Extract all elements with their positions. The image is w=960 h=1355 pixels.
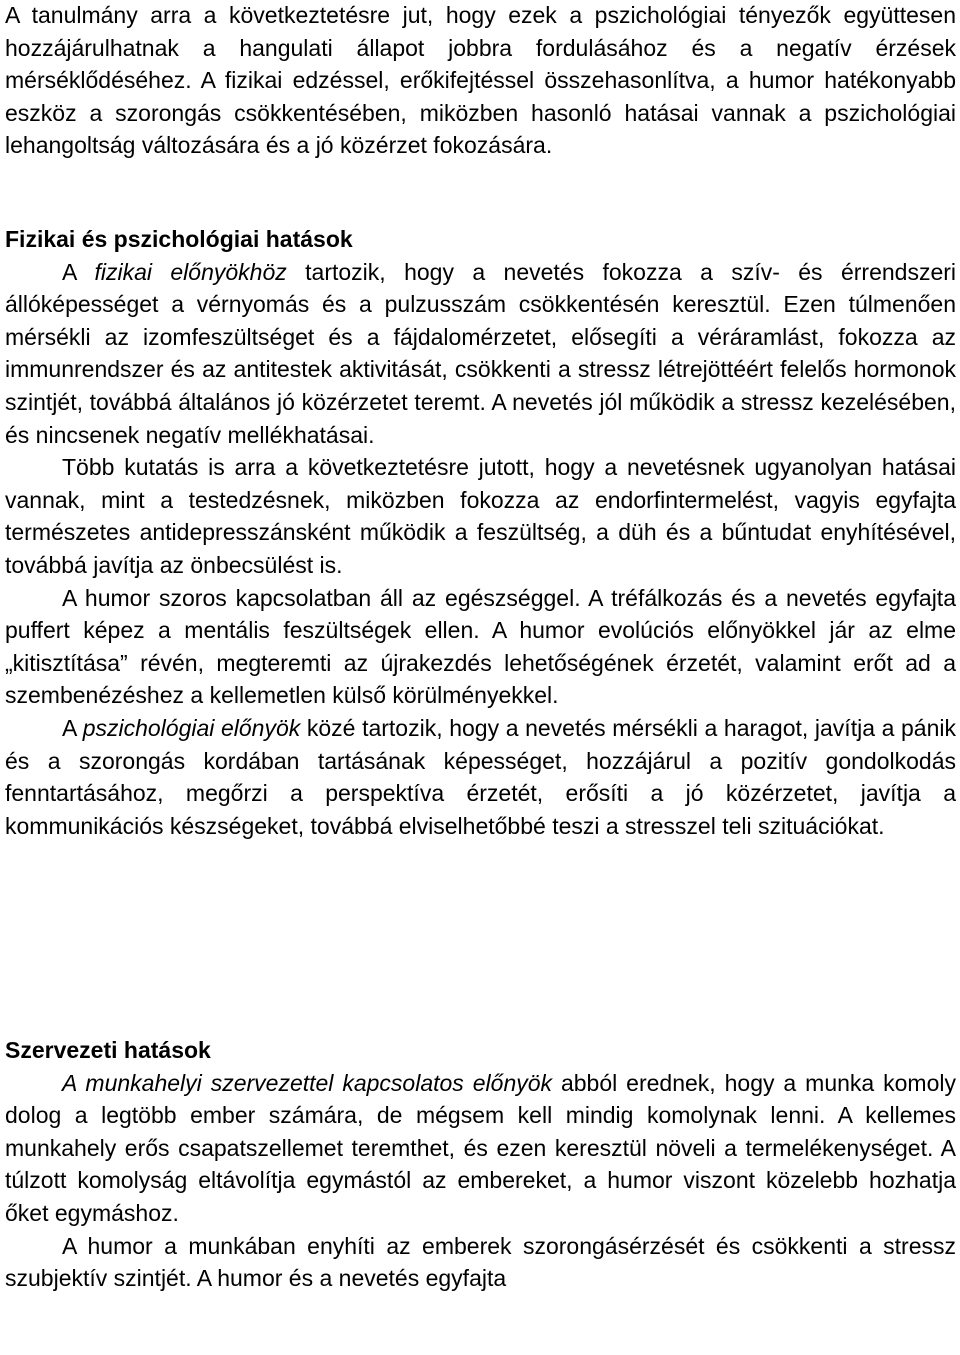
paragraph-physical-benefits xyxy=(5,256,956,452)
intro-paragraph: A tanulmány arra a következtetésre jut, hogy ezek a pszichológiai tényezők együttesen hozzájárulhatnak a hangulati állapot jobbra fordulásához és a negatív érzések mérséklődéséhez. A fizikai edzéssel, erőkifejtéssel összehasonlítva, a humor hatékonyabb eszköz a szorongás csökkentésében, miközben hasonló hatásai vannak a pszichológiai lehangoltság változására és a jó közérzet fokozására. xyxy=(5,2,956,159)
paragraph-prefix: A xyxy=(62,714,83,741)
paragraph-rest: közé tartozik, hogy a nevetés mérsékli a haragot, javítja a pánik és a szorongás kordában tartásának képességet, hozzájárul a pozitív gondolkodás fenntartásához, megőrzi a perspektíva érzetét, erősíti a jó közérzetet, javítja a kommunikációs készségeket, továbbá elviselhetőbbé teszi a stresszel teli szituációkat. xyxy=(5,714,956,839)
section-organizational xyxy=(5,1034,956,1295)
paragraph-humor-at-work: A humor a munkában enyhíti az emberek szorongásérzését és csökkenti a stressz szubjektív szintjét. A humor és a nevetés egyfajta xyxy=(5,1232,956,1292)
section-heading-physical-psychological: Fizikai és pszichológiai hatások xyxy=(5,226,353,252)
emphasis-psychological-benefits: pszichológiai előnyök xyxy=(82,714,301,741)
paragraph-workplace-benefits xyxy=(5,1067,956,1230)
section-physical-psychological xyxy=(5,223,956,842)
paragraph-rest: abból erednek, hogy a munka komoly dolog a legtöbb ember számára, de mégsem kell mindig komolynak lenni. A kellemes munkahely erős csapatszellemet teremthet, és ezen keresztül növeli a termelékenységet. A túlzott komolyság eltávolítja egymástól az embereket, a humor viszont közelebb hozhatja őket egymáshoz. xyxy=(5,1069,956,1226)
paragraph-rest: tartozik, hogy a nevetés fokozza a szív- és érrendszeri állóképességet a vérnyomás és a pulzusszám csökkentésén keresztül. Ezen túlmenően mérsékli az izomfeszültséget és a fájdalomérzetet, elősegíti a véráramlást, fokozza az immunrendszer és az antitestek aktivitását, csökkenti a stressz létrejöttéért felelős hormonok szintjét, továbbá általános jó közérzetet teremt. A nevetés jól működik a stressz kezelésében, és nincsenek negatív mellékhatásai. xyxy=(5,258,956,448)
paragraph-humor-health: A humor szoros kapcsolatban áll az egészséggel. A tréfálkozás és a nevetés egyfajta puffert képez a mentális feszültségek ellen. A humor evolúciós előnyökkel jár az elme „kitisztítása” révén, megteremti az újrakezdés lehetőségének érzetét, valamint erőt ad a szembenézéshez a kellemetlen külső körülményekkel. xyxy=(5,584,956,709)
emphasis-workplace-benefits: A munkahelyi szervezettel kapcsolatos előnyök xyxy=(62,1069,553,1096)
paragraph-psychological-benefits xyxy=(5,712,956,842)
section-heading-organizational: Szervezeti hatások xyxy=(5,1037,211,1063)
emphasis-physical-benefits: fizikai előnyökhöz xyxy=(94,258,287,285)
paragraph-research: Több kutatás is arra a következtetésre jutott, hogy a nevetésnek ugyanolyan hatásai vannak, mint a testedzésnek, miközben fokozza az endorfintermelést, vagyis egyfajta természetes antidepresszánsként működik a feszültség, a düh és a bűntudat enyhítésével, továbbá javítja az önbecsülést is. xyxy=(5,454,956,578)
paragraph-prefix: A xyxy=(62,258,95,285)
